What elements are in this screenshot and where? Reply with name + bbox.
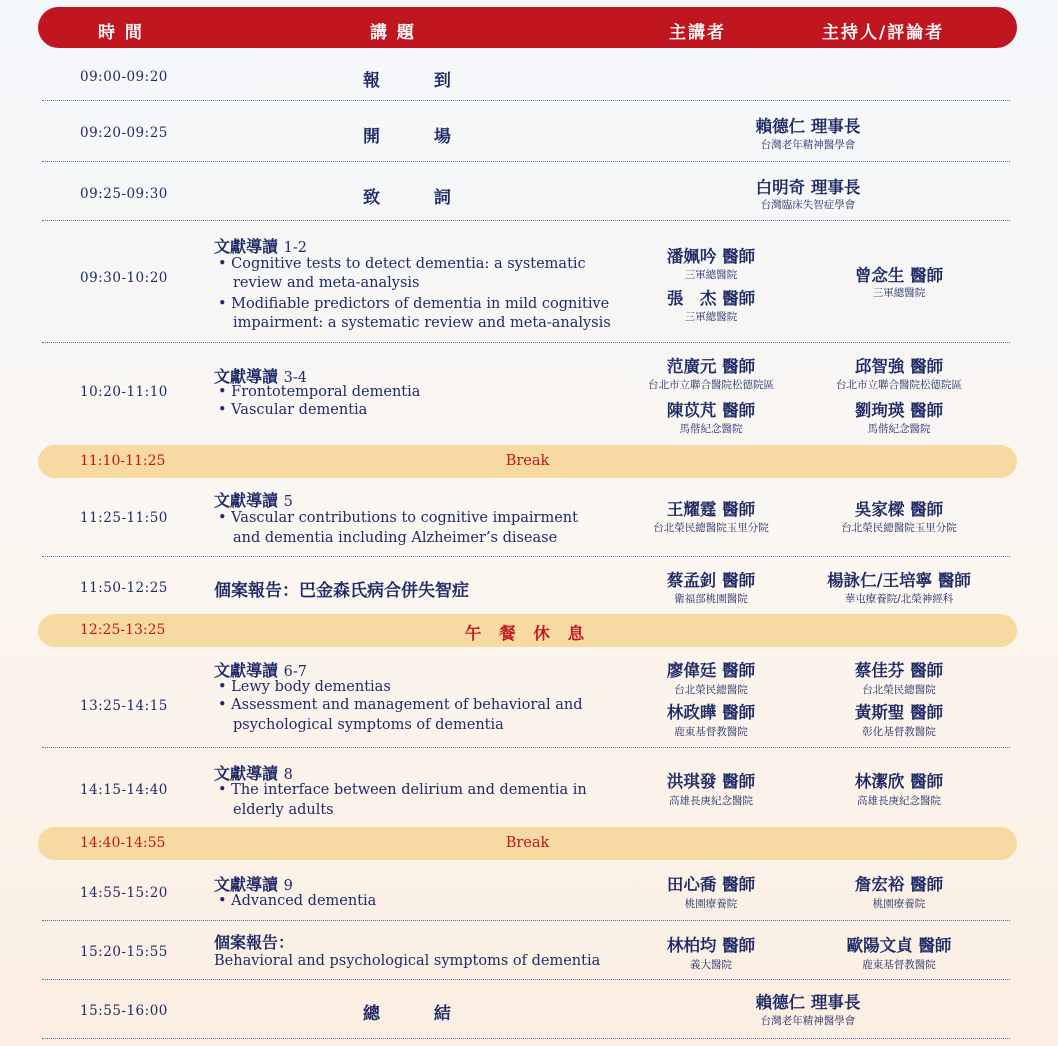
- host-institution: 台北榮民總醫院: [862, 684, 936, 696]
- time-cell: 15:20-15:55: [80, 944, 168, 960]
- row-divider: [42, 100, 1010, 101]
- session-title: 文獻導讀 5: [214, 491, 293, 510]
- person-institution: 台灣老年精神醫學會: [760, 1015, 856, 1027]
- time-cell: 09:20-09:25: [80, 125, 168, 141]
- host-name: 邱智強 醫師: [854, 357, 944, 376]
- person-name: 賴德仁 理事長: [755, 993, 861, 1012]
- speaker-name: 張 杰 醫師: [666, 289, 756, 308]
- session-title: 總 結: [363, 1004, 475, 1024]
- topic-bullet: • Cognitive tests to detect dementia: a systematic: [218, 256, 586, 272]
- session-title: 個案報告：巴金森氏病合併失智症: [214, 581, 469, 601]
- time-cell: 13:25-14:15: [80, 698, 168, 714]
- person-name: 白明奇 理事長: [755, 178, 861, 197]
- speaker-name: 洪琪發 醫師: [666, 772, 756, 791]
- row-divider: [42, 1038, 1010, 1039]
- header-topic: 講 題: [370, 23, 416, 43]
- topic-bullet-cont: impairment: a systematic review and meta-analysis: [233, 315, 611, 331]
- row-divider: [42, 161, 1010, 162]
- speaker-institution: 鹿東基督教醫院: [674, 726, 748, 738]
- host-name: 林潔欣 醫師: [854, 772, 944, 791]
- row-divider: [42, 220, 1010, 221]
- speaker-institution: 高雄長庚紀念醫院: [669, 795, 753, 807]
- host-institution: 鹿東基督教醫院: [862, 959, 936, 971]
- session-title: 文獻導讀 6-7: [214, 661, 307, 680]
- speaker-name: 田心喬 醫師: [666, 875, 756, 894]
- table-header: [38, 7, 1017, 48]
- topic-bullet-cont: psychological symptoms of dementia: [233, 717, 504, 733]
- header-time: 時 間: [98, 23, 144, 43]
- row-divider: [42, 747, 1010, 748]
- host-name: 劉珣瑛 醫師: [854, 401, 944, 420]
- host-institution: 馬偕紀念醫院: [867, 423, 931, 435]
- header-host: 主持人/評論者: [822, 23, 945, 43]
- time-cell: 09:00-09:20: [80, 69, 168, 85]
- speaker-name: 林柏均 醫師: [666, 936, 756, 955]
- speaker-name: 王耀霆 醫師: [666, 500, 756, 519]
- speaker-name: 范廣元 醫師: [666, 357, 756, 376]
- speaker-name: 潘姵吟 醫師: [666, 247, 756, 266]
- host-name: 黃斯聖 醫師: [854, 703, 944, 722]
- time-cell: 10:20-11:10: [80, 384, 168, 400]
- speaker-name: 林政曄 醫師: [666, 703, 756, 722]
- session-title: 報 到: [363, 71, 475, 91]
- time-cell: 11:50-12:25: [80, 580, 168, 596]
- time-cell: 15:55-16:00: [80, 1003, 168, 1019]
- topic-bullet: • Modifiable predictors of dementia in mild cognitive: [218, 296, 610, 312]
- topic-bullet: • Assessment and management of behavioral and: [218, 697, 583, 713]
- speaker-institution: 台北市立聯合醫院松德院區: [648, 379, 774, 391]
- topic-bullet: • Vascular contributions to cognitive impairment: [218, 510, 578, 526]
- topic-bullet: • Vascular dementia: [218, 402, 368, 418]
- time-cell: 09:30-10:20: [80, 270, 168, 286]
- lunch-time: 12:25-13:25: [80, 622, 166, 638]
- topic-bullet-cont: review and meta-analysis: [233, 275, 420, 291]
- host-institution: 彰化基督教醫院: [862, 726, 936, 738]
- topic-bullet-cont: and dementia including Alzheimer’s disease: [233, 530, 558, 546]
- host-institution: 三軍總醫院: [872, 287, 926, 299]
- person-institution: 台灣臨床失智症學會: [760, 199, 856, 211]
- topic-bullet: • Frontotemporal dementia: [218, 384, 421, 400]
- session-title: 文獻導讀 8: [214, 764, 293, 783]
- host-name: 吳家樑 醫師: [854, 500, 944, 519]
- host-name: 曾念生 醫師: [854, 266, 944, 285]
- person-institution: 台灣老年精神醫學會: [760, 139, 856, 151]
- host-institution: 華屯療養院/北榮神經科: [844, 593, 954, 605]
- speaker-institution: 台北榮民總醫院玉里分院: [653, 522, 769, 534]
- session-title: 開 場: [363, 127, 475, 147]
- speaker-institution: 衛福部桃園醫院: [674, 593, 748, 605]
- host-name: 蔡佳芬 醫師: [854, 661, 944, 680]
- time-cell: 09:25-09:30: [80, 186, 168, 202]
- host-name: 楊詠仁/王培寧 醫師: [827, 571, 971, 590]
- break-label: Break: [505, 835, 550, 851]
- person-name: 賴德仁 理事長: [755, 117, 861, 136]
- header-speaker: 主講者: [669, 23, 726, 43]
- speaker-institution: 三軍總醫院: [684, 269, 738, 281]
- row-divider: [42, 979, 1010, 980]
- break-time: 14:40-14:55: [80, 835, 166, 851]
- row-divider: [42, 342, 1010, 343]
- topic-bullet: • Advanced dementia: [218, 893, 377, 909]
- row-divider: [42, 556, 1010, 557]
- topic-bullet-cont: elderly adults: [233, 802, 334, 818]
- topic-bullet: • The interface between delirium and dementia in: [218, 782, 587, 798]
- lunch-band: [38, 614, 1017, 647]
- speaker-institution: 桃園療養院: [684, 898, 738, 910]
- speaker-name: 廖偉廷 醫師: [666, 661, 756, 680]
- time-cell: 14:15-14:40: [80, 782, 168, 798]
- host-name: 歐陽文貞 醫師: [846, 936, 952, 955]
- speaker-institution: 三軍總醫院: [684, 311, 738, 323]
- host-institution: 台北市立聯合醫院松德院區: [836, 379, 962, 391]
- session-subtitle: Behavioral and psychological symptoms of dementia: [214, 953, 601, 969]
- host-name: 詹宏裕 醫師: [854, 875, 944, 894]
- speaker-institution: 馬偕紀念醫院: [679, 423, 743, 435]
- speaker-institution: 台北榮民總醫院: [674, 684, 748, 696]
- speaker-name: 陳苡芃 醫師: [666, 401, 756, 420]
- session-title: 文獻導讀 3-4: [214, 367, 307, 386]
- topic-bullet: • Lewy body dementias: [218, 679, 391, 695]
- session-title: 致 詞: [363, 188, 475, 208]
- host-institution: 桃園療養院: [872, 898, 926, 910]
- time-cell: 14:55-15:20: [80, 885, 168, 901]
- session-title: 個案報告：: [214, 933, 295, 952]
- break-band: [38, 445, 1017, 478]
- break-label: Break: [505, 453, 550, 469]
- break-time: 11:10-11:25: [80, 453, 166, 469]
- speaker-institution: 義大醫院: [690, 959, 732, 971]
- session-title: 文獻導讀 9: [214, 875, 293, 894]
- speaker-name: 蔡孟釗 醫師: [666, 571, 756, 590]
- time-cell: 11:25-11:50: [80, 510, 168, 526]
- session-title: 文獻導讀 1-2: [214, 237, 307, 256]
- host-institution: 台北榮民總醫院玉里分院: [841, 522, 957, 534]
- lunch-label: 午 餐 休 息: [464, 624, 591, 643]
- row-divider: [42, 920, 1010, 921]
- host-institution: 高雄長庚紀念醫院: [857, 795, 941, 807]
- break-band: [38, 827, 1017, 860]
